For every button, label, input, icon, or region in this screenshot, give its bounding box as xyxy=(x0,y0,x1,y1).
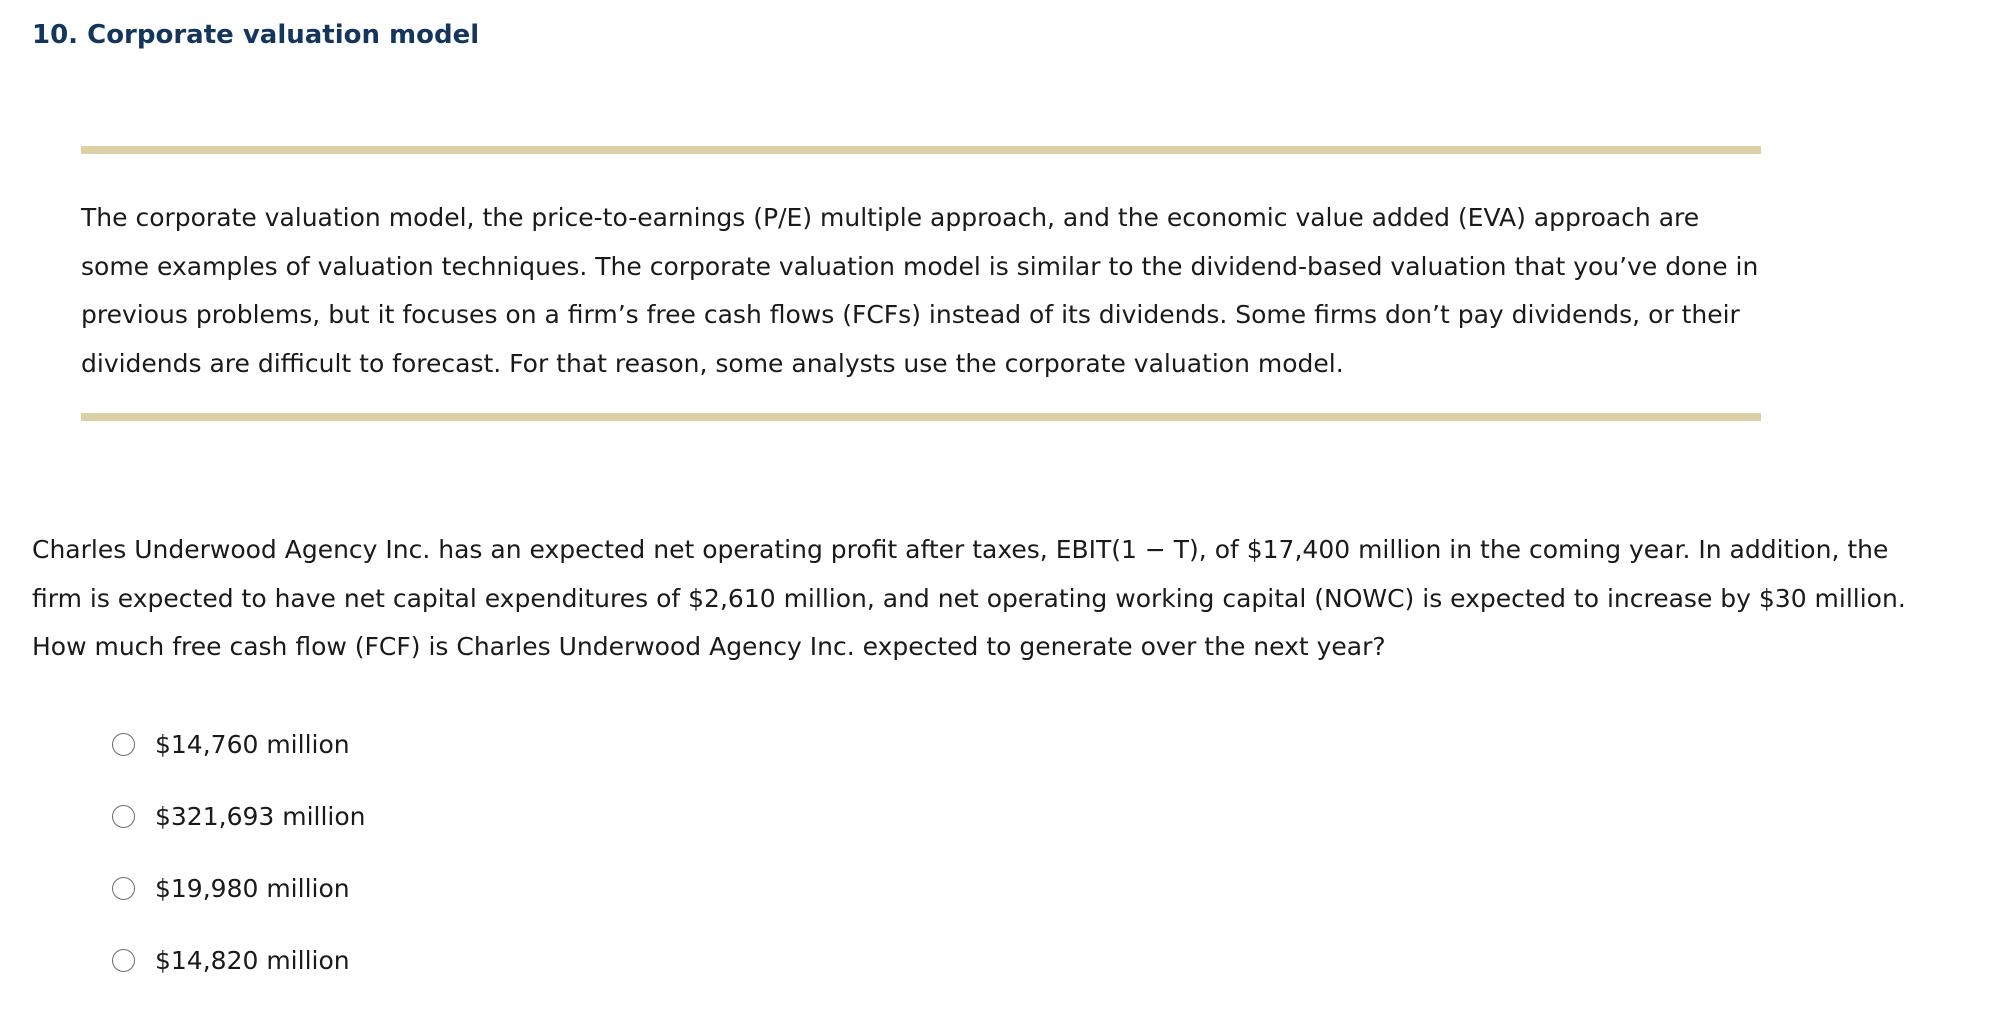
answer-options xyxy=(112,708,366,996)
answer-option-label[interactable]: $321,693 million xyxy=(155,801,366,831)
radio-button-icon[interactable] xyxy=(112,877,135,900)
intro-box xyxy=(81,146,1761,421)
intro-text: The corporate valuation model, the price-to-earnings (P/E) multiple approach, and the economic value added (EVA) approach are some examples of valuation techniques. The corporate valuation model is similar to the dividend-based valuation that you’ve done in previous problems, but it focuses on a firm’s free cash flows (FCFs) instead of its dividends. Some firms don’t pay dividends, or their dividends are difficult to forecast. For that reason, some analysts use the corporate valuation model. xyxy=(81,203,1759,378)
answer-option-3[interactable] xyxy=(112,852,366,924)
answer-option-4[interactable] xyxy=(112,924,366,996)
answer-option-label[interactable]: $14,760 million xyxy=(155,729,350,759)
answer-option-2[interactable] xyxy=(112,780,366,852)
answer-option-label[interactable]: $14,820 million xyxy=(155,945,350,975)
problem-text: Charles Underwood Agency Inc. has an expected net operating profit after taxes, EBIT(1 − T), of $17,400 million in the coming year. In addition, the firm is expected to have net capital expenditures of $2,610 million, and net operating working capital (NOWC) is expected to increase by $30 million. How much free cash flow (FCF) is Charles Underwood Agency Inc. expected to generate over the next year? xyxy=(32,535,1906,661)
radio-button-icon[interactable] xyxy=(112,949,135,972)
radio-button-icon[interactable] xyxy=(112,805,135,828)
question-title: 10. Corporate valuation model xyxy=(32,20,480,50)
radio-button-icon[interactable] xyxy=(112,733,135,756)
answer-option-1[interactable] xyxy=(112,708,366,780)
answer-option-label[interactable]: $19,980 million xyxy=(155,873,350,903)
